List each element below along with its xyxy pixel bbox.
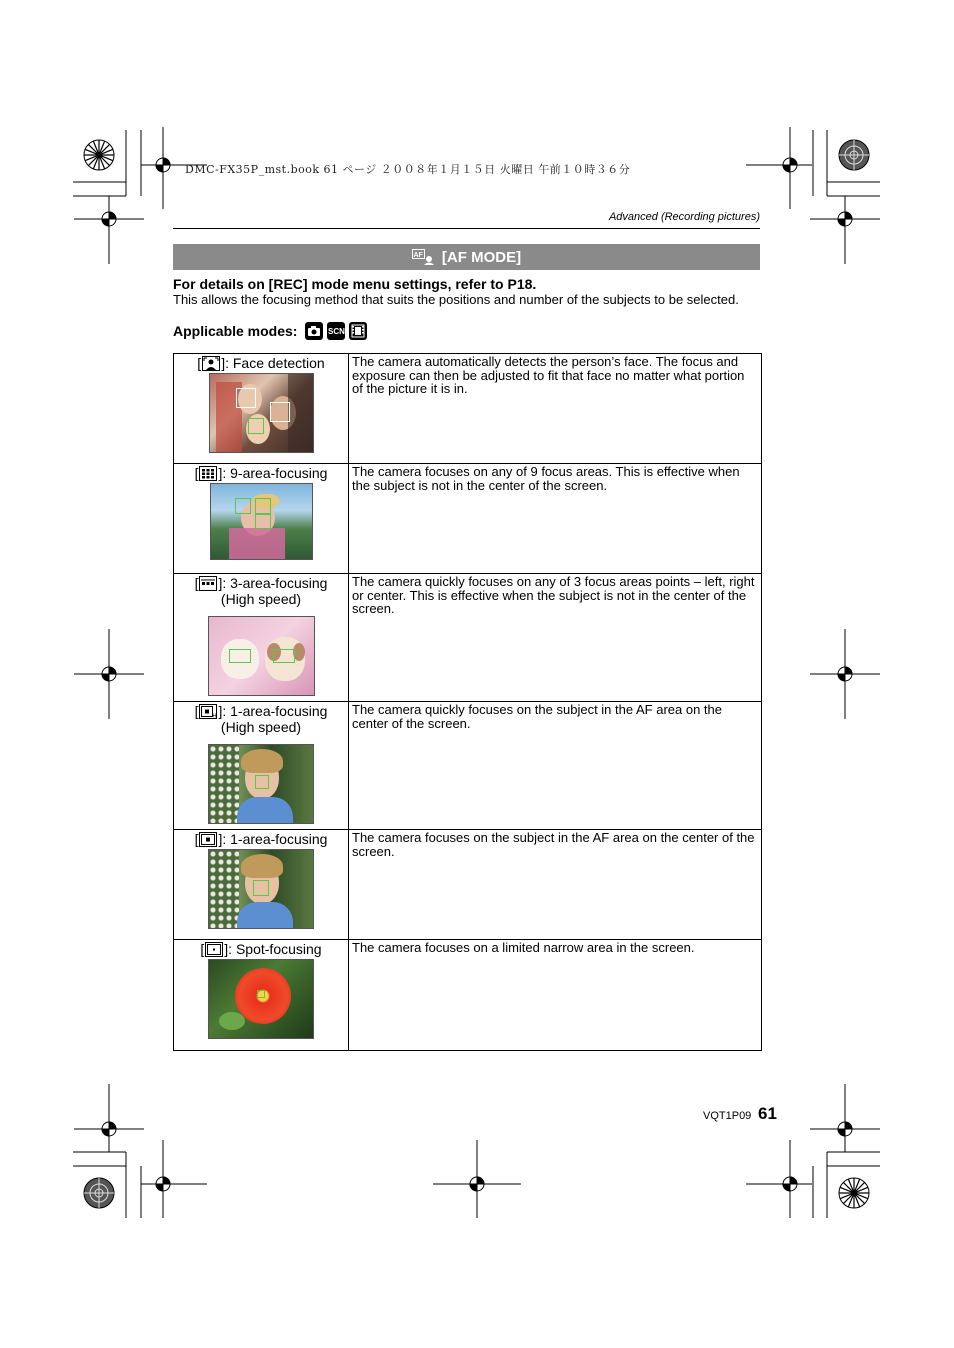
header-rule xyxy=(173,228,760,229)
spot-icon xyxy=(205,942,223,957)
nine-area-photo xyxy=(210,483,313,560)
mode-label: ]: 1-area-focusing xyxy=(218,703,328,719)
print-header: DMC-FX35P_mst.book 61 ページ ２００８年１月１５日 火曜日 午前１０時３６分 xyxy=(185,163,631,176)
mode-description: The camera focuses on any of 9 focus areas. This is effective when the subject is not in the center of the screen. xyxy=(349,464,762,574)
lead-text: For details on [REC] mode menu settings, refer to P18. xyxy=(173,276,537,292)
af-mode-table xyxy=(173,353,762,1051)
mode-label-2: (High speed) xyxy=(220,591,302,607)
motion-picture-icon xyxy=(349,322,367,340)
mode-label: ]: 9-area-focusing xyxy=(218,465,328,481)
table-row: [ ]: 3-area-focusing (High speed) The camera quickly focuses on any of 3 focus areas points – left, right or center. This is effective when the subject is not in the center of the screen. xyxy=(174,574,762,702)
mode-label-2: (High speed) xyxy=(220,719,302,735)
page-number: 61 xyxy=(758,1104,777,1123)
scn-icon: SCN xyxy=(327,322,345,340)
applicable-modes xyxy=(173,322,367,340)
intro-text: This allows the focusing method that suits the positions and number of the subjects to be selected. xyxy=(173,292,739,307)
svg-text:AF: AF xyxy=(413,252,423,259)
mode-description: The camera automatically detects the person’s face. The focus and exposure can then be adjusted to fit that face no matter what portion of the picture it is in. xyxy=(349,354,762,464)
table-row: [ ]: 9-area-focusing The camera focuses on any of 9 focus areas. This is effective when the subject is not in the center of the screen. xyxy=(174,464,762,574)
banner-title: [AF MODE] xyxy=(441,248,522,266)
nine-area-icon xyxy=(199,466,217,481)
mode-label: ]: Spot-focusing xyxy=(224,941,322,957)
mode-label: ]: 3-area-focusing xyxy=(218,575,328,591)
one-area-icon xyxy=(199,832,217,847)
one-area-photo xyxy=(208,849,314,929)
mode-description: The camera quickly focuses on the subject in the AF area on the center of the screen. xyxy=(349,702,762,830)
one-area-high-speed-icon xyxy=(199,704,217,719)
applicable-label: Applicable modes: xyxy=(173,323,298,339)
document-code: VQT1P09 xyxy=(703,1110,752,1122)
mode-label: ]: 1-area-focusing xyxy=(218,831,328,847)
mode-label: ]: Face detection xyxy=(221,355,325,371)
table-row: [ H ]: 1-area-focusing (High speed) The camera quickly focuses on the subject in the AF area on the center of the screen. xyxy=(174,702,762,830)
table-row: [ ]: 1-area-focusing The camera focuses on the subject in the AF area on the center of the screen. xyxy=(174,830,762,940)
section-note: Advanced (Recording pictures) xyxy=(608,211,760,223)
mode-description: The camera focuses on the subject in the AF area on the center of the screen. xyxy=(349,830,762,940)
camera-icon xyxy=(305,322,323,340)
af-mode-icon xyxy=(412,249,434,265)
one-area-high-speed-photo xyxy=(208,744,314,824)
three-area-icon xyxy=(199,576,217,591)
spot-photo xyxy=(208,959,314,1039)
table-row: [ ]: Face detection The camera automatically detects the person’s face. The focus and exposure can then be adjusted to fit that face no matter what portion of the picture it is in. xyxy=(174,354,762,464)
svg-text:H: H xyxy=(212,713,217,718)
mode-description: The camera quickly focuses on any of 3 focus areas points – left, right or center. This is effective when the subject is not in the center of the screen. xyxy=(349,574,762,702)
mode-description: The camera focuses on a limited narrow area in the screen. xyxy=(349,940,762,1051)
three-area-photo xyxy=(208,616,315,696)
table-row: [ ]: Spot-focusing The camera focuses on a limited narrow area in the screen. xyxy=(174,940,762,1051)
face-detection-photo xyxy=(209,373,314,453)
section-banner xyxy=(173,244,760,270)
face-detection-icon xyxy=(202,356,220,371)
